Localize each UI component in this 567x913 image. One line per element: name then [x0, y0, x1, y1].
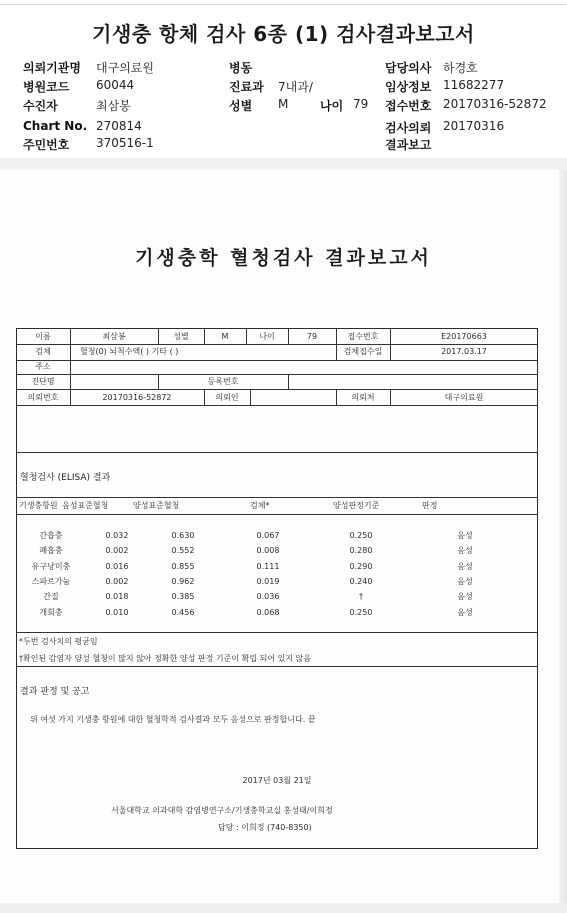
field-value-institution: 대구의료원 — [96, 61, 154, 75]
field-label-age: 나이 — [320, 99, 344, 113]
cell-result: 음성 — [457, 576, 473, 586]
info-name: 최삼봉 — [102, 332, 126, 341]
info-receipt: E20170663 — [441, 332, 487, 341]
cell-result: 음성 — [457, 561, 473, 571]
cell-antigen: 스파르가눔 — [31, 576, 71, 586]
cell-antigen: 폐흡충 — [39, 546, 63, 556]
row-divider — [16, 360, 538, 361]
cell-cutoff: 0.250 — [349, 607, 373, 617]
row-divider — [16, 632, 538, 633]
cell-pos: 0.456 — [171, 607, 195, 617]
col-header-result: 판정 — [422, 501, 438, 510]
cell-cutoff: † — [359, 592, 363, 602]
cell-neg: 0.016 — [105, 561, 129, 571]
report-date: 2017년 03월 21일 — [242, 776, 312, 785]
col-header-pos-serum: 양성표준혈청 — [133, 501, 180, 510]
info-requester-label: 의뢰인 — [215, 393, 239, 402]
cell-result: 음성 — [457, 592, 473, 602]
row-divider — [16, 452, 538, 453]
cell-sample: 0.036 — [256, 592, 280, 602]
cell-result: 음성 — [457, 546, 473, 556]
col-header-neg-serum: 음성표준혈청 — [62, 501, 109, 510]
cell-neg: 0.002 — [105, 546, 129, 556]
info-req-no-label: 의뢰번호 — [27, 393, 59, 402]
field-value-chart-no: 270814 — [96, 119, 142, 133]
field-value-receipt-no: 20170316-52872 — [443, 97, 547, 111]
cell-antigen: 간흡충 — [39, 531, 63, 540]
cell-pos: 0.385 — [171, 592, 195, 602]
cell-pos: 0.630 — [171, 531, 195, 540]
cell-sample: 0.068 — [256, 607, 280, 617]
row-divider — [16, 374, 538, 375]
info-reg-label: 등록번호 — [207, 377, 239, 386]
info-collect-date: 2017.03.17 — [441, 347, 487, 356]
cell-pos: 0.552 — [171, 546, 195, 556]
page-title: 기생충 항체 검사 6종 (1) 검사결과보고서 — [92, 22, 475, 46]
report-contact: 담당 : 이희정 (740-8350) — [218, 823, 312, 832]
cell-pos: 0.855 — [171, 561, 195, 571]
info-req-place-label: 의뢰처 — [351, 393, 375, 402]
field-value-age: 79 — [353, 97, 369, 111]
page-bottom-gap — [0, 903, 567, 913]
row-divider — [16, 666, 538, 667]
report-frame — [16, 328, 538, 849]
conclusion-text: 위 여섯 가지 기생충 항원에 대한 혈청학적 검사결과 모두 음성으로 판정합니다. 끝 — [30, 715, 316, 724]
cell-neg: 0.002 — [105, 576, 129, 586]
info-req-no: 20170316-52872 — [102, 393, 172, 402]
cell-sample: 0.008 — [256, 546, 280, 556]
info-age: 79 — [306, 332, 318, 341]
row-divider — [16, 405, 538, 406]
info-sex: M — [221, 332, 229, 341]
col-header-cutoff: 양성판정기준 — [333, 501, 380, 510]
field-value-patient: 최삼봉 — [96, 99, 131, 113]
cell-sample: 0.111 — [256, 561, 280, 571]
info-collect-label: 검체접수일 — [343, 347, 383, 356]
info-address-label: 주소 — [35, 362, 51, 371]
cell-sample: 0.067 — [256, 531, 280, 540]
conclusion-title: 결과 판정 및 공고 — [20, 687, 90, 697]
cell-cutoff: 0.250 — [349, 531, 373, 540]
cell-antigen: 개회충 — [39, 607, 63, 617]
field-label-sex: 성별 — [229, 99, 253, 113]
info-receipt-label: 접수번호 — [347, 332, 379, 341]
info-specimen: 혈청(0) 뇌척수액( ) 기타 ( ) — [80, 347, 179, 356]
field-label-chart-no: Chart No. — [23, 119, 88, 133]
field-label-hospital-code: 병원코드 — [23, 80, 70, 94]
field-label-result-report: 결과보고 — [385, 138, 432, 152]
field-label-resident-no: 주민번호 — [23, 138, 70, 152]
field-value-sex: M — [278, 97, 289, 111]
field-label-clinical-info: 임상정보 — [385, 80, 432, 94]
cell-cutoff: 0.240 — [349, 576, 373, 586]
info-age-label: 나이 — [259, 332, 275, 341]
cell-neg: 0.018 — [105, 592, 129, 602]
field-label-receipt-no: 접수번호 — [385, 99, 432, 113]
cell-result: 음성 — [457, 607, 473, 617]
row-divider — [16, 514, 538, 515]
row-divider — [16, 344, 538, 345]
report-title: 기생충학 혈청검사 결과보고서 — [135, 247, 432, 269]
field-label-doctor: 담당의사 — [385, 61, 432, 75]
col-divider — [288, 374, 289, 389]
report-header — [0, 0, 567, 158]
cell-neg: 0.010 — [105, 607, 129, 617]
cell-cutoff: 0.290 — [349, 561, 373, 571]
cell-cutoff: 0.280 — [349, 546, 373, 556]
cell-antigen: 유구낭미충 — [31, 561, 71, 571]
field-value-clinical-info: 11682277 — [443, 78, 505, 92]
field-value-hospital-code: 60044 — [96, 78, 135, 92]
header-top-divider — [0, 4, 567, 5]
row-divider — [16, 497, 538, 498]
info-req-place: 대구의료원 — [444, 393, 484, 402]
field-label-department: 진료과 — [229, 80, 264, 94]
field-label-ward: 병동 — [229, 61, 253, 75]
note-cutoff: †확인된 감염자 양성 혈청이 많지 않아 정확한 양성 판정 기준이 확립 되어 있지 않음 — [19, 654, 312, 663]
cell-result: 음성 — [457, 531, 473, 540]
field-label-institution: 의뢰기관명 — [23, 61, 81, 75]
note-average: *두번 검사치의 평균임 — [19, 637, 98, 646]
cell-neg: 0.032 — [105, 531, 129, 540]
field-value-doctor: 하경호 — [443, 61, 478, 75]
elisa-section-title: 혈청검사 (ELISA) 결과 — [20, 473, 111, 483]
report-organization: 서울대학교 의과대학 감염병연구소/기생충학교실 홍성태/이희정 — [111, 806, 333, 815]
info-specimen-label: 검체 — [35, 347, 51, 356]
field-value-test-request: 20170316 — [443, 119, 505, 133]
cell-pos: 0.962 — [171, 576, 195, 586]
col-header-antigen: 기생충항원 — [19, 501, 58, 510]
field-label-test-request: 검사의뢰 — [385, 121, 432, 135]
info-sex-label: 성별 — [173, 332, 189, 341]
scan-edge-shadow — [559, 170, 567, 913]
cell-sample: 0.019 — [256, 576, 280, 586]
cell-antigen: 간질 — [43, 592, 59, 602]
field-value-department: 7내과/ — [278, 80, 313, 94]
col-header-sample: 검체* — [250, 501, 270, 510]
info-diagnosis-label: 진단명 — [31, 377, 55, 386]
field-label-patient: 수진자 — [23, 99, 58, 113]
row-divider — [16, 389, 538, 390]
field-value-resident-no: 370516-1 — [96, 136, 154, 150]
col-divider — [250, 389, 251, 405]
info-name-label: 이름 — [35, 332, 51, 341]
section-separator — [0, 158, 567, 170]
